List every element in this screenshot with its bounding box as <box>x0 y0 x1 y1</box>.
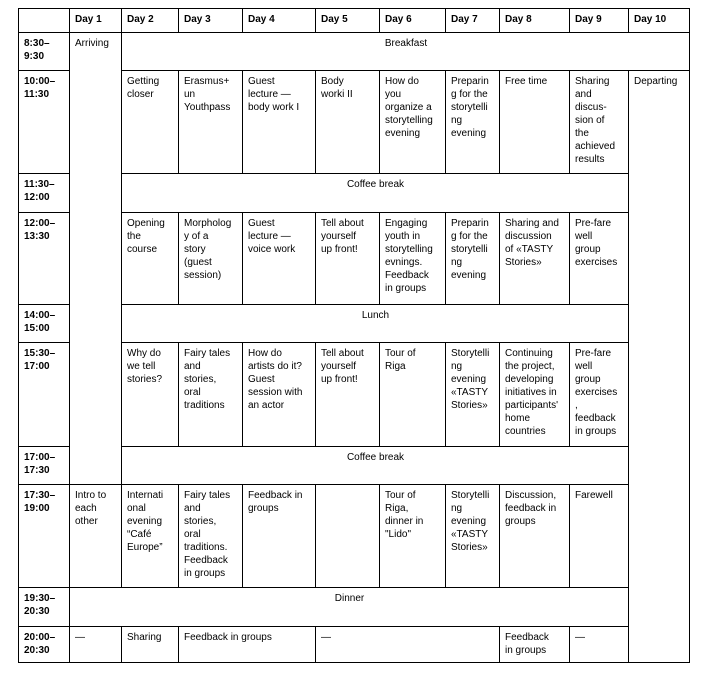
activity-cell: Feedback in groups <box>500 627 570 663</box>
schedule-table <box>18 8 690 663</box>
time-cell: 8:30– 9:30 <box>19 33 70 71</box>
activity-cell <box>316 485 380 588</box>
activity-cell: Feedback in groups <box>243 485 316 588</box>
activity-cell: Tell about yourself up front! <box>316 213 380 305</box>
activity-cell: Opening the course <box>122 213 179 305</box>
table-row <box>19 485 690 588</box>
activity-cell: Intro to each other <box>70 485 122 588</box>
day-header: Day 7 <box>446 9 500 33</box>
activity-cell: Free time <box>500 71 570 174</box>
lunch-cell: Lunch <box>122 305 629 343</box>
time-cell: 19:30– 20:30 <box>19 588 70 627</box>
activity-cell: How do artists do it? Guest session with an actor <box>243 343 316 447</box>
activity-cell: Tour of Riga <box>380 343 446 447</box>
activity-cell: Morpholog y of a story (guest session) <box>179 213 243 305</box>
activity-cell: Guest lecture — voice work <box>243 213 316 305</box>
time-cell: 15:30– 17:00 <box>19 343 70 447</box>
activity-cell: Preparin g for the storytelli ng evening <box>446 213 500 305</box>
activity-cell: Internati onal evening “Café Europe” <box>122 485 179 588</box>
activity-cell: Storytelli ng evening «TASTY Stories» <box>446 485 500 588</box>
time-cell: 17:00– 17:30 <box>19 447 70 485</box>
day-header: Day 10 <box>629 9 690 33</box>
day-header: Day 9 <box>570 9 629 33</box>
activity-cell: Tell about yourself up front! <box>316 343 380 447</box>
activity-cell: Sharing and discus- sion of the achieved results <box>570 71 629 174</box>
time-cell: 14:00– 15:00 <box>19 305 70 343</box>
activity-cell: — <box>316 627 500 663</box>
day-header: Day 2 <box>122 9 179 33</box>
activity-cell: Storytelli ng evening «TASTY Stories» <box>446 343 500 447</box>
coffee-break-cell: Coffee break <box>122 447 629 485</box>
header-row <box>19 9 690 33</box>
activity-cell: Sharing and discussion of «TASTY Stories» <box>500 213 570 305</box>
activity-cell: Fairy tales and stories, oral traditions. Feedback in groups <box>179 485 243 588</box>
table-row <box>19 33 690 71</box>
activity-cell: — <box>70 627 122 663</box>
breakfast-cell: Breakfast <box>122 33 690 71</box>
day-header: Day 3 <box>179 9 243 33</box>
corner-cell <box>19 9 70 33</box>
activity-cell: Why do we tell stories? <box>122 343 179 447</box>
table-row <box>19 627 690 663</box>
dinner-cell: Dinner <box>70 588 629 627</box>
activity-cell: How do you organize a storytelling evening <box>380 71 446 174</box>
activity-cell: Erasmus+ un Youthpass <box>179 71 243 174</box>
day-header: Day 1 <box>70 9 122 33</box>
activity-cell: Getting closer <box>122 71 179 174</box>
activity-cell: Body worki II <box>316 71 380 174</box>
activity-cell: Farewell <box>570 485 629 588</box>
activity-cell: Fairy tales and stories, oral traditions <box>179 343 243 447</box>
time-cell: 10:00– 11:30 <box>19 71 70 174</box>
time-cell: 11:30– 12:00 <box>19 174 70 213</box>
activity-cell: Tour of Riga, dinner in "Lido" <box>380 485 446 588</box>
time-cell: 20:00– 20:30 <box>19 627 70 663</box>
departing-cell: Departing <box>629 71 690 663</box>
activity-cell: Pre-fare well group exercises <box>570 213 629 305</box>
time-cell: 17:30– 19:00 <box>19 485 70 588</box>
arriving-cell: Arriving <box>70 33 122 485</box>
time-cell: 12:00– 13:30 <box>19 213 70 305</box>
coffee-break-cell: Coffee break <box>122 174 629 213</box>
activity-cell: Pre-fare well group exercises , feedback in groups <box>570 343 629 447</box>
table-row <box>19 588 690 627</box>
day-header: Day 6 <box>380 9 446 33</box>
activity-cell: Discussion, feedback in groups <box>500 485 570 588</box>
activity-cell: Continuing the project, developing initiatives in participants' home countries <box>500 343 570 447</box>
day-header: Day 4 <box>243 9 316 33</box>
activity-cell: Guest lecture — body work I <box>243 71 316 174</box>
activity-cell: Preparin g for the storytelli ng evening <box>446 71 500 174</box>
activity-cell: — <box>570 627 629 663</box>
activity-cell: Engaging youth in storytelling evnings. Feedback in groups <box>380 213 446 305</box>
activity-cell: Sharing <box>122 627 179 663</box>
day-header: Day 8 <box>500 9 570 33</box>
day-header: Day 5 <box>316 9 380 33</box>
activity-cell: Feedback in groups <box>179 627 316 663</box>
